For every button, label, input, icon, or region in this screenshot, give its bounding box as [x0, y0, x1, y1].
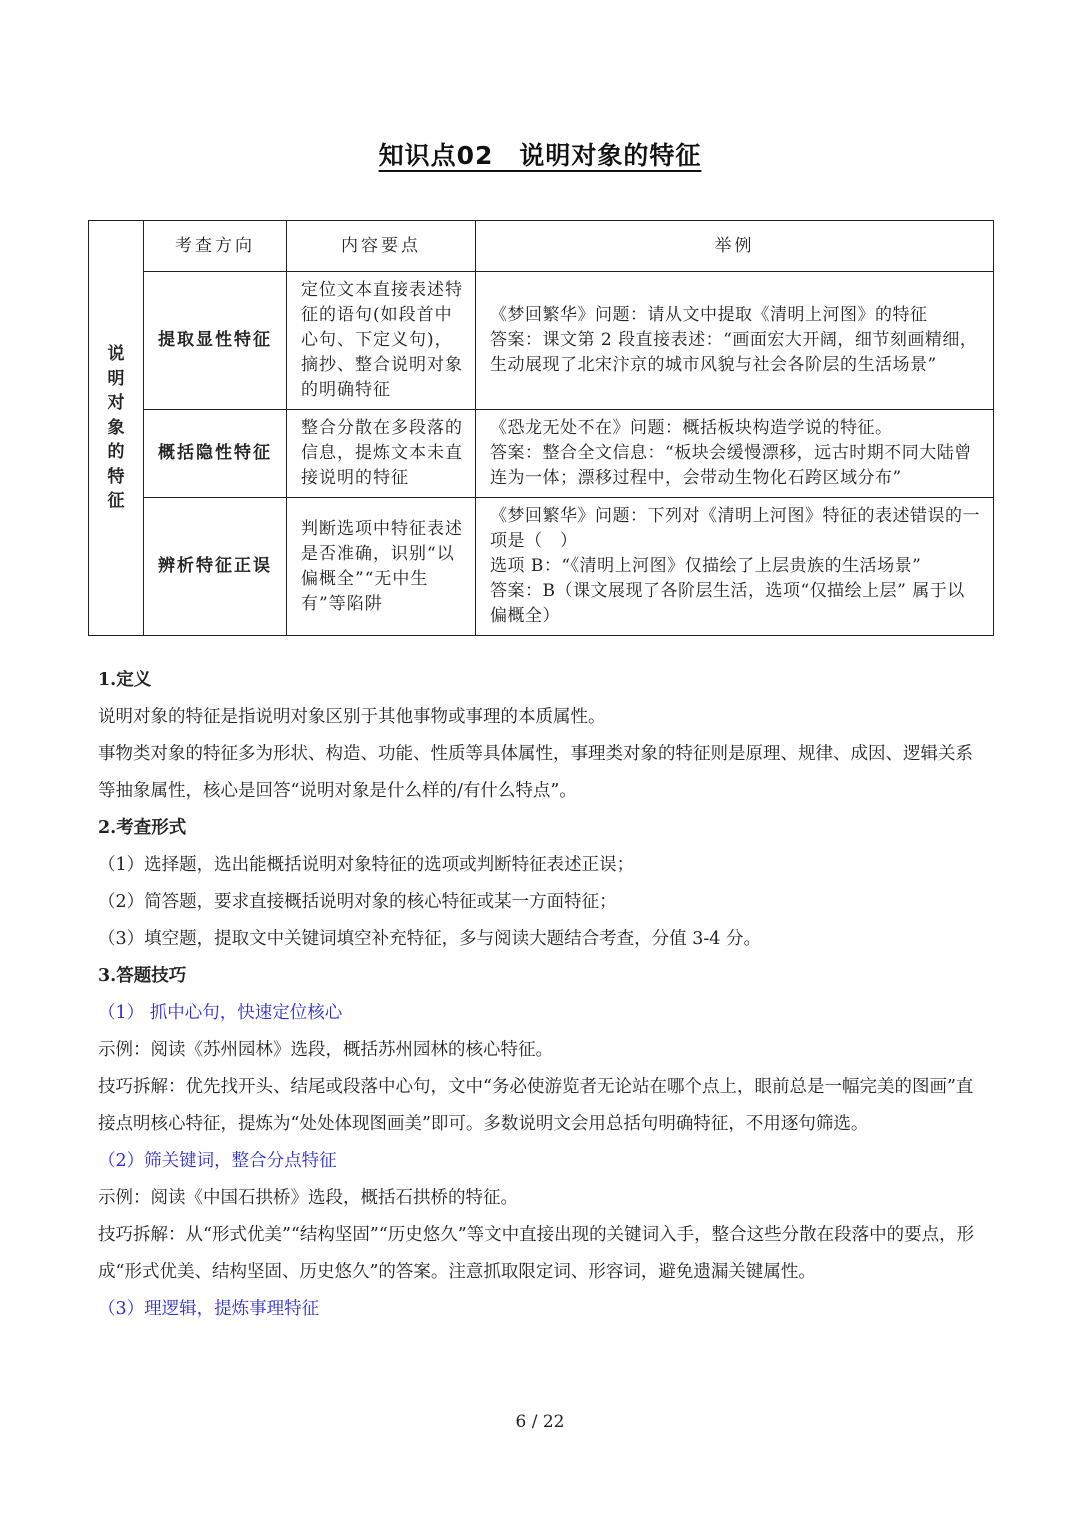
row-points: 定位文本直接表述特征的语句(如段首中心句、下定义句)，摘抄、整合说明对象的明确特征: [287, 272, 476, 410]
side-label-cell: [89, 221, 144, 636]
side-label-char: 明: [107, 368, 125, 389]
header-example: 举例: [476, 221, 994, 272]
example-line: 答案：整合全文信息：“板块会缓慢漂移，远古时期不同大陆曾连为一体；漂移过程中，会带动生物化石跨区域分布”: [490, 443, 972, 488]
tip-analysis: 技巧拆解：优先找开头、结尾或段落中心句，文中“务必使游览者无论站在哪个点上，眼前总是一幅完美的图画”直接点明核心特征，提炼为“处处体现图画美”即可。多数说明文会用总括句明确特征，不用逐句筛选。: [98, 1077, 974, 1134]
list-item: （3）填空题，提取文中关键词填空补充特征，多与阅读大题结合考查，分值 3-4 分。: [98, 929, 761, 949]
example-line: 选项 B：“《清明上河图》仅描绘了上层贵族的生活场景”: [490, 556, 922, 576]
tip-analysis: 技巧拆解：从“形式优美”“结构坚固”“历史悠久”等文中直接出现的关键词入手，整合这些分散在段落中的要点，形成“形式优美、结构坚固、历史悠久”的答案。注意抓取限定词、形容词，避免遗漏关键属性。: [98, 1225, 975, 1282]
example-line: 《恐龙无处不在》问题：概括板块构造学说的特征。: [490, 418, 893, 438]
row-direction: 辨析特征正误: [144, 498, 287, 636]
row-example: [476, 498, 994, 636]
tip-example: 示例：阅读《中国石拱桥》选段，概括石拱桥的特征。: [98, 1188, 518, 1208]
side-label-char: 象: [107, 417, 125, 438]
tip-heading: （3）理逻辑，提炼事理特征: [98, 1299, 320, 1319]
header-direction: 考查方向: [144, 221, 287, 272]
header-points: 内容要点: [287, 221, 476, 272]
page-title: 知识点02 说明对象的特征: [378, 141, 702, 170]
row-direction: 概括隐性特征: [144, 410, 287, 498]
row-points: 判断选项中特征表述是否准确，识别“以偏概全”“无中生有”等陷阱: [287, 498, 476, 636]
side-label-char: 特: [107, 466, 125, 487]
side-label-char: 说: [107, 344, 125, 365]
section-heading-forms: 2.考查形式: [98, 818, 187, 838]
section-heading-tips: 3.答题技巧: [98, 966, 187, 986]
section-heading-definition: 1.定义: [98, 670, 152, 690]
row-points: 整合分散在多段落的信息，提炼文本未直接说明的特征: [287, 410, 476, 498]
row-example: [476, 272, 994, 410]
tip-heading: （2）筛关键词，整合分点特征: [98, 1151, 337, 1171]
knowledge-table: [88, 220, 994, 636]
list-item: （1）选择题，选出能概括说明对象特征的选项或判断特征表述正误；: [98, 855, 635, 875]
example-line: 《梦回繁华》问题：请从文中提取《清明上河图》的特征: [490, 305, 928, 325]
paragraph: 事物类对象的特征多为形状、构造、功能、性质等具体属性，事理类对象的特征则是原理、规律、成因、逻辑关系等抽象属性，核心是回答“说明对象是什么样的/有什么特点”。: [98, 744, 973, 801]
paragraph: 说明对象的特征是指说明对象区别于其他事物或事理的本质属性。: [98, 707, 606, 727]
table-row: [89, 272, 994, 410]
table-row: [89, 410, 994, 498]
row-example: [476, 410, 994, 498]
tip-example: 示例：阅读《苏州园林》选段，概括苏州园林的核心特征。: [98, 1040, 553, 1060]
table-header-row: [89, 221, 994, 272]
side-label-char: 对: [107, 393, 125, 414]
side-label-char: 征: [107, 491, 125, 512]
example-line: 答案：B（课文展现了各阶层生活，选项“仅描绘上层” 属于以偏概全）: [490, 581, 965, 626]
body-content: [98, 662, 988, 1328]
row-direction: 提取显性特征: [144, 272, 287, 410]
example-line: 答案：课文第 2 段直接表述：“画面宏大开阔，细节刻画精细，生动展现了北宋汴京的城市风貌与社会各阶层的生活场景”: [490, 330, 978, 375]
list-item: （2）简答题，要求直接概括说明对象的核心特征或某一方面特征；: [98, 892, 617, 912]
example-line: 《梦回繁华》问题：下列对《清明上河图》特征的表述错误的一项是（ ）: [490, 506, 980, 551]
table-row: [89, 498, 994, 636]
page-number: 6 / 22: [515, 1412, 565, 1432]
side-label-char: 的: [107, 442, 125, 463]
tip-heading: （1） 抓中心句，快速定位核心: [98, 1003, 343, 1023]
